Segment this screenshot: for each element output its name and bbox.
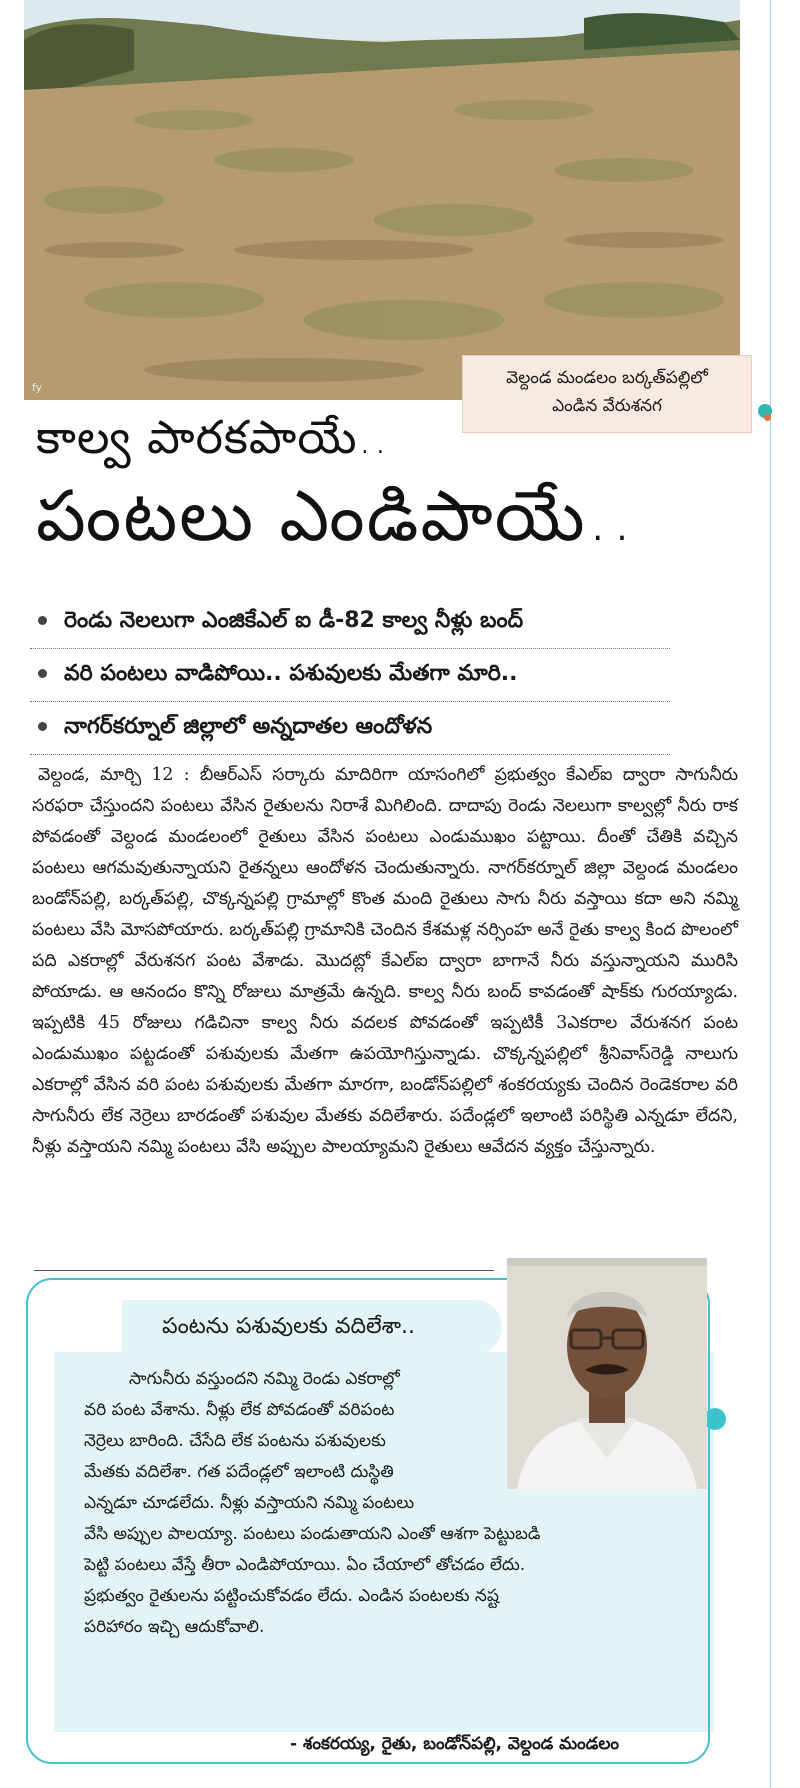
highlight-text: నాగర్‌కర్నూల్ జిల్లాలో అన్నదాతల ఆందోళన (64, 714, 433, 739)
article-paragraph: వెల్దండ, మార్చి 12 : బీఆర్ఎస్ సర్కారు మాదిరిగా యాసంగిలో ప్రభుత్వం కేఎల్ఐ ద్వారా సాగునీరు సరఫరా చేస్తుందని పంటలు వేసిన రైతులను నిరాశే మిగిలింది. దాదాపు రెండు నెలలుగా కాల్వల్లో నీరు రాక పోవడంతో వెల్దండ మండలంలో రైతులు వేసిన పంటలు ఎండుముఖం పట్టాయి. దీంతో చేతికి వచ్చిన పంటలు ఆగమవుతున్నాయని రైతన్నలు ఆందోళన చెందుతున్నారు. నాగర్‌కర్నూల్ జిల్లా వెల్దండ మండలం బండోన్‌పల్లి, బర్కత్‌పల్లి, చొక్కన్నపల్లి గ్రామాల్లో కొంత మంది రైతులు సాగు నీరు వస్తాయి కదా అని నమ్మి పంటలు వేసి మోసపోయారు. బర్కత్‌పల్లి గ్రామానికి చెందిన కేశమళ్ల నర్సింహ అనే రైతు కాల్వ కింద పొలంలో పది ఎకరాల్లో వేరుశనగ పంట వేశాడు. మొదట్లో కేఎల్ఐ ద్వారా బాగానే నీరు వస్తున్నాయని మురిసి పోయాడు. ఆ ఆనందం కొన్ని రోజులు మాత్రమే ఉన్నది. కాల్వ నీరు బంద్ కావడంతో షాక్‌కు గురయ్యాడు. ఇప్పటికి 45 రోజులు గడిచినా కాల్వ నీరు వదలక పోవడంతో ఇప్పటికీ 3ఎకరాల వేరుశనగ పంట ఎండుముఖం పట్టడంతో పశువులకు మేతగా ఉపయోగిస్తున్నాడు. చొక్కన్నపల్లిలో శ్రీనివాస్‌రెడ్డి నాలుగు ఎకరాల్లో వేసిన వరి పంట పశువులకు మేతగా మారగా, బండోన్‌పల్లిలో శంకరయ్యకు చెందిన రెండెకరాల వరి సాగునీరు లేక నెర్రెలు బారడంతో పశువుల మేతకు వదిలేశారు. పదేండ్లలో ఇలాంటి పరిస్థితి ఎన్నడూ లేదని, నీళ్లు వస్తాయని నమ్మి పంటలు వేసి అప్పుల పాలయ్యామని రైతులు ఆవేదన వ్యక్తం చేస్తున్నారు. (32, 765, 738, 1157)
headline-kicker: కాల్వ పారకపాయే.. (36, 410, 389, 464)
highlight-text: రెండు నెలలుగా ఎంజికేఎల్ ఐ డీ-82 కాల్వ నీళ్లు బంద్ (64, 608, 524, 633)
photo-caption-line1: వెల్దండ మండలం బర్కత్‌పల్లిలో (506, 368, 708, 388)
quote-line: మేతకు వదిలేశా. గత పదేండ్లలో ఇలాంటి దుస్థితి (84, 1462, 394, 1482)
bullet-icon (38, 669, 47, 678)
field-photo (24, 0, 740, 400)
highlight-text: వరి పంటలు వాడిపోయి.. పశువులకు మేతగా మారి.. (64, 661, 518, 686)
highlight-item (30, 702, 670, 755)
quote-line: వేసి అప్పుల పాలయ్యా. పంటలు పండుతాయని ఎంతో ఆశగా పెట్టుబడి (84, 1524, 541, 1544)
quote-line: సాగునీరు వస్తుందని నమ్మి రెండు ఎకరాల్లో (129, 1369, 400, 1389)
headline-main: పంటలు ఎండిపాయే.. (36, 475, 636, 557)
photo-caption (462, 355, 752, 433)
quote-line: వరి పంట వేశాను. నీళ్లు లేక పోవడంతో వరిపంట (84, 1400, 395, 1420)
farmer-quote (84, 1364, 704, 1643)
bullet-icon (38, 722, 47, 731)
bullet-icon (38, 616, 47, 625)
quote-line: పెట్టి పంటలు వేస్తే తీరా ఎండిపోయాయి. ఏం చేయాలో తోచడం లేదు. (84, 1555, 526, 1575)
quote-line: నెర్రెలు బారింది. చేసేది లేక పంటను పశువులకు (84, 1431, 386, 1451)
box-accent-dot (704, 1408, 726, 1430)
quote-line: ఎన్నడూ చూడలేదు. నీళ్లు వస్తాయని నమ్మి పంటలు (84, 1493, 415, 1513)
highlights-list (30, 596, 730, 755)
photo-credit: fy (32, 381, 43, 394)
quote-line: పరిహారం ఇచ్చి ఆదుకోవాలి. (84, 1617, 265, 1637)
quote-signature: - శంకరయ్య, రైతు, బండోన్‌పల్లి, వెల్దండ మండలం (290, 1734, 620, 1754)
photo-caption-line2: ఎండిన వేరుశనగ (552, 396, 662, 416)
highlight-item (30, 596, 670, 649)
quote-box-heading: పంటను పశువులకు వదిలేశా.. (122, 1300, 502, 1354)
quote-line: ప్రభుత్వం రైతులను పట్టించుకోవడం లేదు. ఎండిన పంటలకు నష్ట (84, 1586, 499, 1606)
field-photo-art (24, 0, 740, 400)
highlight-item (30, 649, 670, 702)
article-body (32, 760, 738, 1163)
side-marker-dot-small (764, 414, 771, 421)
side-rule (770, 0, 771, 1788)
box-divider (34, 1270, 494, 1271)
